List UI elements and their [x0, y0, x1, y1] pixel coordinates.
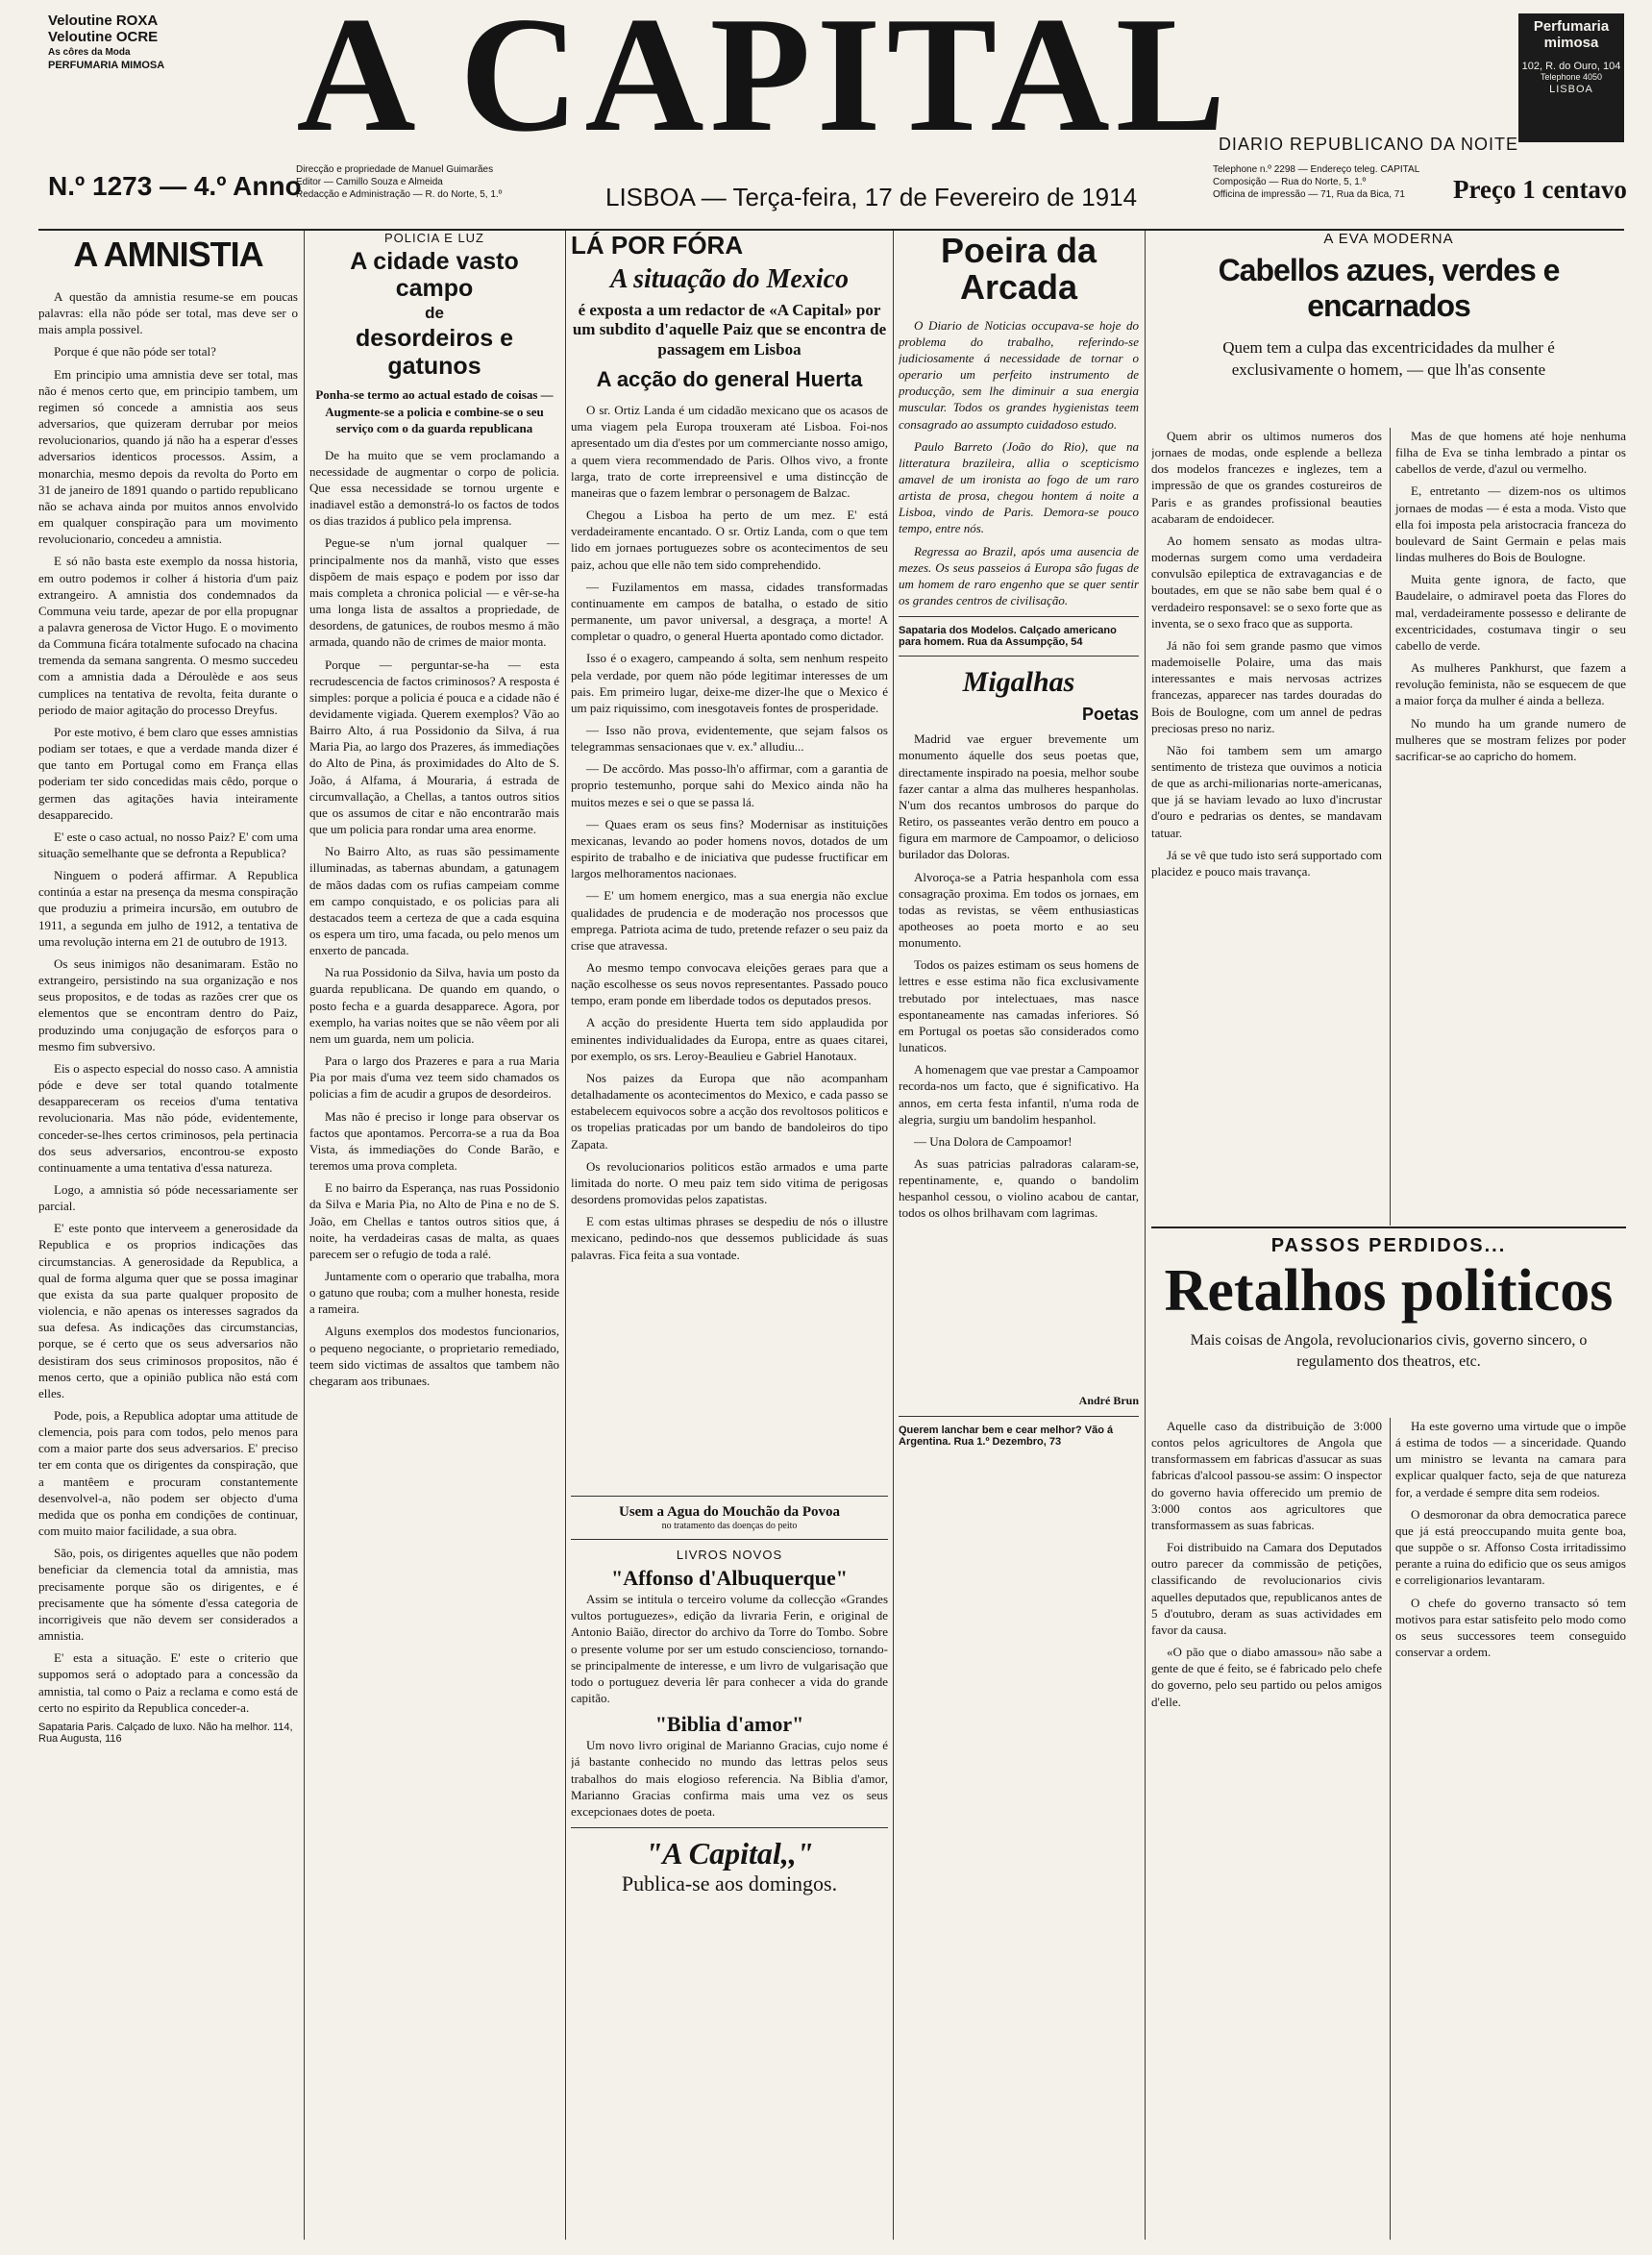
- paragraph: Quem abrir os ultimos numeros dos jornaes de modas, onde esplende a belleza dos modelos francezes e inglezes, tem a impressão de que os grandes costureiros de Paris e as grandes profissional beauties acabaram de endoidecer.: [1151, 429, 1382, 526]
- contact-line: Officina de impressão — 71, Rua da Bica, 71: [1213, 189, 1405, 200]
- article-eva-moderna-body: [1151, 428, 1626, 1226]
- paragraph: A acção do presidente Huerta tem sido applaudida por eminentes individualidades da Europa, entre as quaes citarei, por exemplo, os srs. Leroy-Beaulieu e Gabriel Hanotaux.: [571, 1015, 888, 1063]
- paragraph: A questão da amnistia resume-se em poucas palavras: ella não póde ser total, mas deve ser o mais ampla possivel.: [38, 289, 298, 337]
- signature: André Brun: [1078, 1394, 1139, 1408]
- ad-right-address: 102, R. do Ouro, 104: [1521, 61, 1621, 72]
- column-rule: [893, 231, 894, 2240]
- masthead-ad-left: [48, 13, 163, 71]
- paragraph: Mas não é preciso ir longe para observar os factos que apontamos. Percorra-se a rua da Boa Vista, ás immediações do Conde Barão, e teremos uma prova completa.: [309, 1108, 559, 1174]
- advertisement-sub: no tratamento das doenças do peito: [661, 1521, 798, 1532]
- paragraph: Alvoroça-se a Patria hespanhola com essa consagração proxima. Em todos os jornaes, em todas as revistas, se vêem enthusiasticas apotheoses ao poeta morto e ao seu monumento.: [899, 869, 1139, 951]
- ad-right-city: LISBOA: [1549, 84, 1593, 95]
- paragraph: Muita gente ignora, de facto, que Baudelaire, o admiravel poeta das Flores do mal, verdadeiramente possesso e delirante de excentricidades, costumava tingir o seu cabello de verde.: [1395, 572, 1626, 653]
- paragraph: No mundo ha um grande numero de mulheres que se mostram felizes por poder sacrificar-se ao capricho do homem.: [1395, 715, 1626, 763]
- paragraph: Já não foi sem grande pasmo que vimos mademoiselle Polaire, uma das mais interessantes e mais nervosas actrizes francezas, apparecer nas tardes douradas do Bois de Boulogne, com um annel de pedras preciosas preso no nariz.: [1151, 637, 1382, 735]
- paragraph: Todos os paizes estimam os seus homens de lettres e esse estima não fica exclusivamente trebutado por intelectuaes, mas nasce espontaneamente nas camadas inferiores. Só em Portugal os poetas são considerados como lunaticos.: [899, 957, 1139, 1055]
- article-amnistia: [38, 231, 298, 2240]
- article-column: [1151, 428, 1382, 885]
- ad-right-name: Perfumaria mimosa: [1533, 18, 1610, 51]
- ad-line-4: PERFUMARIA MIMOSA: [48, 60, 165, 71]
- headline: Poeira da Arcada: [940, 231, 1097, 307]
- paragraph: — Quaes eram os seus fins? Modernisar as instituições mexicanas, levando ao poder homens novos, dotados de um espirito de trabalho e de iniciativa que pudesse fructificar em largos melhoramentos nacionaes.: [571, 816, 888, 881]
- paragraph: Alguns exemplos dos modestos funcionarios, o pequeno negociante, o proprietario remediado, teem sido victimas de assaltos que tambem não chegaram aos tribunaes.: [309, 1324, 559, 1388]
- article-body: [899, 317, 1139, 609]
- paragraph: Eis o aspecto especial do nosso caso. A amnistia póde e deve ser total quando totalmente desappareceram os receios d'uma tentativa revolucionaria. Mas não póde, evidentemente, conceder-se-lhes certos criminosos, pela pertinacia dos seus adversarios, encontrou-se exposto continuamente a uma tentativa d'essa natureza.: [38, 1060, 298, 1175]
- paragraph: E com estas ultimas phrases se despediu de nós o illustre mexicano, pedindo-nos que dessemos publicidade ás suas palavras. Fica feita a sua vontade.: [571, 1214, 888, 1262]
- paragraph: Juntamente com o operario que trabalha, mora o gatuno que rouba; com a mulher honesta, reside a rameira.: [309, 1268, 559, 1317]
- contact-line: Composição — Rua do Norte, 5, 1.º: [1213, 177, 1367, 187]
- editorial-info: [296, 163, 632, 201]
- headline: A cidade vasto campo: [350, 248, 519, 302]
- paragraph: Ninguem o poderá affirmar. A Republica continúa a estar na presença da mesma conspiração que produziu a primeira incursão, em outubro de 1911, a segunda em julho de 1912, a tentativa de uma revolução interna em 21 de outubro de 1913.: [38, 868, 298, 949]
- banner-text: Publica-se aos domingos.: [621, 1871, 838, 1896]
- kicker: POLICIA E LUZ: [383, 231, 485, 245]
- ad-line-2: Veloutine OCRE: [48, 28, 159, 45]
- paragraph: Na rua Possidonio da Silva, havia um posto da guarda republicana. De quando em quando, o posto fecha e a guarda desapparece. Agora, por exemplo, ha varias noites que se não vêem por ali nem um guarda, nem um policia.: [309, 965, 559, 1046]
- kicker: LIVROS NOVOS: [676, 1548, 783, 1563]
- article-poeira-da-arcada: [899, 231, 1139, 2240]
- paragraph: As suas patricias palradoras calaram-se, repentinamente, e, quando o bandolim hespanhol cessou, o violino acabou de cantar, todos os olhos brilhavam com lagrimas.: [899, 1156, 1139, 1221]
- contact-line: Telephone n.º 2298 — Endereço teleg. CAPITAL: [1213, 164, 1420, 175]
- column-rule: [1390, 1418, 1391, 2240]
- paragraph: Não foi tambem sem um amargo sentimento de tristeza que ouvimos a noticia de que as archi-milionarias norte-americanas, que já se haviam levado ao luxo d'incrustar d'ouro e pedrarias os dentes, se mandavam tatuar.: [1151, 742, 1382, 840]
- paragraph: De ha muito que se vem proclamando a necessidade de augmentar o corpo de policia. Que essa necessidade se tornou urgente e inadiavel estão a demonstrá-lo os factos de todos os dias trazidos á publico pela imprensa.: [309, 447, 559, 529]
- paragraph: Nos paizes da Europa que não acompanham detalhadamente os acontecimentos do Mexico, e cada passo se estabelecem equivocos sobre a acção dos revoltosos politicos e os tropelias praticadas por um bando de bandoleiros do tipo Zapata.: [571, 1070, 888, 1152]
- paragraph: — Isso não prova, evidentemente, que sejam falsos os telegrammas sensacionaes que v. ex.ª alludiu...: [571, 722, 888, 755]
- ad-right-phone: Telephone 4050: [1540, 72, 1603, 82]
- headline: Retalhos politicos: [1164, 1258, 1614, 1324]
- paragraph: Porque é que não póde ser total?: [54, 344, 216, 359]
- separator: [571, 1539, 888, 1540]
- paragraph: Regressa ao Brazil, após uma ausencia de mezes. Os seus passeios á Europa são fugas de um homem de raro engenho que se quer sentir os grandes centros de civilisação.: [899, 543, 1139, 608]
- lead: Mais coisas de Angola, revolucionarios civis, governo sincero, o regulamento dos theatros, etc.: [1190, 1332, 1588, 1370]
- paragraph: Por este motivo, é bem claro que esses amnistias podiam ser totaes, e que a verdade manda dizer é que tanto em Portugal como em França ellas poderiam ter sido concedidas mais cêdo, porque o germen das agitações havia inteiramente desapparecido.: [38, 724, 298, 822]
- paragraph: — Una Dolora de Campoamor!: [914, 1133, 1073, 1149]
- kicker: PASSOS PERDIDOS...: [1270, 1235, 1507, 1256]
- separator: [899, 656, 1139, 657]
- paragraph: — Fuzilamentos em massa, cidades transformadas continuamente em campos de batalha, o estado de sitio permanente, um pavor universal, a desgraça, a morte! A completar o quadro, o general Huerta apontado como dictador.: [571, 579, 888, 644]
- paragraph: Pode, pois, a Republica adoptar uma attitude de clemencia, pois para com todos, pelo menos para com a maior parte dos seus adversarios. E' preciso ter em conta que os dirigentes da conspiração, que a mantêem e procuram constantemente desenvolvel-a, não podem ser objecto d'uma medida que os ponha em condições de continuar, com muito maior facilidade, a sua obra.: [38, 1408, 298, 1539]
- column-rule: [304, 231, 305, 2240]
- separator: [899, 616, 1139, 617]
- headline: de: [425, 304, 444, 322]
- article-body: [309, 447, 559, 1389]
- subhead: A acção do general Huerta: [596, 367, 863, 392]
- article-la-por-fora: [571, 231, 888, 2240]
- section-title: Migalhas: [962, 666, 1075, 699]
- article-eva-moderna-header: [1151, 231, 1626, 393]
- paragraph: «O pão que o diabo amassou» não sabe a gente de que é feito, se é fabricado pelo chefe do governo, pelo seu partido ou pelos amigos d'elle.: [1151, 1645, 1382, 1709]
- ad-line-3: As côres da Moda: [48, 47, 131, 58]
- editorial-line: Redacção e Administração — R. do Norte, 5, 1.º: [296, 189, 503, 200]
- book-title: "Affonso d'Albuquerque": [611, 1566, 848, 1591]
- article-policia-e-luz: [309, 231, 559, 2240]
- paragraph: O Diario de Noticias occupava-se hoje do problema do trabalho, referindo-se judiciosamente á necessidade de tornar o operario um perfeito instrumento de producção, sem lhe diminuir a sua energia muscular. Todos os grandes hygienistas teem consagrado ao assumpto cuidadoso estudo.: [899, 317, 1139, 432]
- article-retalhos-politicos-header: [1151, 1235, 1626, 1383]
- issue-price: Preço 1 centavo: [1453, 175, 1627, 204]
- paragraph: A homenagem que vae prestar a Campoamor recorda-nos um facto, que é significativo. Ha annos, em certa festa infantil, n'uma roda de alegria, surgiu um bandolim hespanhol.: [899, 1062, 1139, 1127]
- paragraph: — De accôrdo. Mas posso-lh'o affirmar, com a garantia de proprio testemunho, porque sahi do Mexico ainda não ha muitos mezes e sei o que se passa lá.: [571, 761, 888, 809]
- column-rule: [1145, 231, 1146, 2240]
- paragraph: Os revolucionarios politicos estão armados e uma parte limitada do norte. O meu paiz tem sido vitima de perigosas desordens promovidas pelos zapatistas.: [571, 1158, 888, 1207]
- book-title: "Biblia d'amor": [654, 1712, 804, 1737]
- paragraph: — E' um homem energico, mas a sua energia não exclue qualidades de prudencia e de moderação nos processos que emprega. Patriota acima de tudo, pretende refazer o seu paiz da crise que atravessa.: [571, 888, 888, 953]
- paragraph: Para o largo dos Prazeres e para a rua Maria Pia por mais d'uma vez teem sido chamados os policias a fim de acudir a grupos de desordeiros.: [309, 1053, 559, 1102]
- paragraph: E, entretanto — dizem-nos os ultimos jornaes de modas — é esta a moda. Visto que ella foi imposta pela aristocracia franceza do boulevard de Saint Germain e pelas mais lindas mulheres do Bois de Boulogne.: [1395, 483, 1626, 565]
- paragraph: Mas de que homens até hoje nenhuma filha de Eva se tinha lembrado a pintar os cabellos de verde, d'azul ou vermelho.: [1395, 429, 1626, 477]
- column-rule: [1390, 428, 1391, 1226]
- advertisement: Sapataria Paris. Calçado de luxo. Não ha melhor. 114, Rua Augusta, 116: [38, 1721, 293, 1745]
- book-review: Assim se intitula o terceiro volume da collecção «Grandes vultos portuguezes», edição da livraria Ferin, e original de Antonio Baião, director do archivo da Torre do Tombo. Sobre o presente volume por ser um estudo consciencioso, tornando-se principalmente de interesse, e um livro de vulgarisação que todo o portuguez deveria lêr para conhecer a vida do grande capitão.: [571, 1592, 888, 1706]
- paragraph: E' este o caso actual, no nosso Paiz? E' com uma situação semelhante que se defronta a Republica?: [38, 829, 298, 860]
- paragraph: Ao homem sensato as modas ultra-modernas surgem como uma verdadeira convulsão epileptica de extravagancias e de boutades, em que se não sabe bem qual é o verdadeiro responsavel: se o sexo forte que as inventa, se o sexo fraco que as supporta.: [1151, 533, 1382, 631]
- banner: "A Capital,,": [645, 1836, 814, 1871]
- headline: desordeiros e gatunos: [356, 325, 513, 380]
- article-column: [1395, 428, 1626, 770]
- headline: A AMNISTIA: [73, 235, 263, 274]
- article-body: [38, 288, 298, 1716]
- advertisement: Sapataria dos Modelos. Calçado americano para homem. Rua da Assumpção, 54: [899, 625, 1117, 649]
- paragraph: No Bairro Alto, as ruas são pessimamente illuminadas, as tabernas abundam, a gatunagem de mãos dadas com os rufias campeiam comme em campo conquistado, e os policias para ali destacados teem a certeza de que a cada esquina os espera um tiro, uma facada, ou pelo menos um enxerto de pancada.: [309, 844, 559, 958]
- lead: Quem tem a culpa das excentricidades da mulher é exclusivamente o homem, — que lh'as consente: [1222, 338, 1555, 379]
- info-bar: [38, 161, 1627, 231]
- subsection-title: Poetas: [1081, 705, 1139, 725]
- paragraph: Logo, a amnistia só póde necessariamente ser parcial.: [38, 1181, 298, 1214]
- headline: A situação do Mexico: [609, 264, 850, 294]
- paragraph: Paulo Barreto (João do Rio), que na litteratura brazileira, allia o scepticismo amavel de um ironista ao fogo de um raro artista de prosa, chegou hontem á noite a Lisboa, vindo de Paris. Demora-se pouco tempo, entre nós.: [899, 438, 1139, 536]
- deck: Ponha-se termo ao actual estado de coisas — Augmente-se a policia e combine-se o seu serviço com o da guarda republicana: [315, 387, 554, 436]
- newspaper-subtitle: DIARIO REPUBLICANO DA NOITE: [1218, 135, 1518, 154]
- masthead-ad-right: [1518, 13, 1624, 142]
- kicker: LÁ POR FÓRA: [571, 231, 744, 260]
- article-column: [1395, 1418, 1626, 1666]
- paragraph: Porque — perguntar-se-ha — esta recrudescencia de factos criminosos? A resposta é simples: porque a policia é pouca e a cidade não é devidamente vigiada. Querem exemplos? Vão ao Bairro Alto, á rua Possidonio da Silva, á rua Maria Pia, ao largo dos Prazeres, ás immediações do Alto de Pina, ás proximidades do Alto de S. João, á Alfama, á Mouraria, á estrada de circumvallação, a Chellas, a tantos outros sitios que os assumos de citar e não encontrarão mais que um policia para rondar uma area enorme.: [309, 657, 559, 837]
- article-column: [1151, 1418, 1382, 1716]
- editorial-line: Direcção e propriedade de Manuel Guimarães: [296, 164, 494, 175]
- paragraph: O sr. Ortiz Landa é um cidadão mexicano que os acasos de uma viagem pela Europa trouxeram até Lisboa. Foi-nos apresentado um dia d'estes por um commerciante nosso amigo, a quem viera recommendado de Paris. Olhos vivo, a fronte larga, trato de corte irrepreensivel e uma distincção de maneiras que o fazem lembrar o personagem de Balzac.: [571, 403, 888, 500]
- article-retalhos-politicos-body: [1151, 1418, 1626, 2240]
- advertisement: Querem lanchar bem e cear melhor? Vão á Argentina. Rua 1.º Dezembro, 73: [899, 1425, 1114, 1449]
- paragraph: Ao mesmo tempo convocava eleições geraes para que a nação escolhesse os seus novos representantes. Passado pouco tempo, eram ponde em liberdade todos os deputados presos.: [571, 960, 888, 1008]
- separator: [571, 1496, 888, 1497]
- paragraph: As mulheres Pankhurst, que fazem a revolução feminista, não se esquecem de que a maior força da mulher é ainda a belleza.: [1395, 660, 1626, 708]
- separator: [571, 1827, 888, 1828]
- paragraph: Pegue-se n'um jornal qualquer — principalmente nos da manhã, visto que esses dispõem de mais espaço e podem por isso dar mais completa a chronica policial — e vêr-se-ha uma longa lista de assaltos a propriedade, de desordens, de gatunices, de roubos mesmo á mão armada, quando não de crimes de maior monta.: [309, 535, 559, 650]
- editorial-line: Editor — Camillo Souza e Almeida: [296, 177, 443, 187]
- paragraph: O desmoronar da obra democratica parece que já está preoccupando muita gente boa, que suppõe o sr. Affonso Costa irritadissimo perante a ruina do edificio que os seus amigos e correligionarios levantaram.: [1395, 1506, 1626, 1588]
- paragraph: E no bairro da Esperança, nas ruas Possidonio da Silva e Maria Pia, no Alto de Pina e no de S. João, em Chellas e tantos outros sitios que, á noite, ha verdadeiras casas de malta, as quaes parecem ser o refugio de toda a ralé.: [309, 1180, 559, 1261]
- paragraph: Madrid vae erguer brevemente um monumento áquelle dos seus poetas que, directamente inspirado na poesia, melhor soube fazer cantar a alma das mulheres hespanholas. N'um dos recantos umbrosos do parque do Retiro, os passeantes verão dentro em pouco a figura em marmore de Campoamor, o delicioso burilador das Doloras.: [899, 731, 1139, 862]
- ad-line-1: Veloutine ROXA: [48, 12, 159, 29]
- paragraph: Chegou a Lisboa ha perto de um mez. E' está verdadeiramente encantado. O sr. Ortiz Landa, com o que tem lido em jornaes portuguezes sobre os acontecimentos de seu paiz, achou que elle não tem sido comprehendido.: [571, 508, 888, 572]
- column-rule: [565, 231, 566, 2240]
- paragraph: Os seus inimigos não desanimaram. Estão no extrangeiro, persistindo na sua organização e nos seus propositos, e de todas as razões crer que os elementos que se encontram dentro do Paiz, produzindo uma conjugação de esforços para o mesmo fim subversivo.: [38, 955, 298, 1053]
- advertisement: Usem a Agua do Mouchão da Povoa: [618, 1504, 841, 1521]
- paragraph: Isso é o exagero, campeando á solta, sem nenhum respeito pela verdade, por quem não póde legitimar interesses de um pais. Em primeiro lugar, deixe-me dizer-lhe que o Mexico é um paiz riquissimo, com inesgotaveis fontes de prosperidade.: [571, 651, 888, 715]
- paragraph: Em principio uma amnistia deve ser total, mas não é menos certo que, em principio tambem, um regimen só concede a amnistia aos seus adversarios, que quizeram derrubar por meios revolucionarios, quando já não ha a esperar d'esses adversarios identicos processos. Assim, a monarchia, mesmo depois da revolta do Porto em 31 de janeiro de 1891 quando o partido republicano não se achava ainda por muitos annos envolvido em qualquer conspiração para um movimento revolucionario, concedeu a amnistia.: [38, 366, 298, 547]
- paragraph: E' este ponto que interveem a generosidade da Republica e os proprios indicações das circumstancias. A generosidade da Republica, a qual de forma alguma quer que se possa imaginar que exista da sua parte qualquer proposito de violencia, e não apenas os interesses sagrados da sua defesa. As indicações das circumstancias, porque, se é certo que os seus adversarios não desistiram dos seus criminosos propositos, não é menos certo, que a opinião publica não está com elles.: [38, 1221, 298, 1400]
- article-body: [899, 731, 1139, 1394]
- paragraph: Ha este governo uma virtude que o impõe á estima de todos — a sinceridade. Quando um ministro se levanta na camara para explicar qualquer facto, seja de que natureza for, a verdade é sempre dita sem rodeios.: [1395, 1419, 1626, 1499]
- separator: [899, 1416, 1139, 1417]
- paragraph: E' esta a situação. E' este o criterio que suppomos será o adoptado para a concessão da amnistia, tal como o Paiz a reclama e como está de certo no espirito da Republica conceder-a.: [38, 1650, 298, 1715]
- paragraph: E só não basta este exemplo da nossa historia, em outro podemos ir colher á historia d'um paiz extrangeiro. A amnistia dos condemnados da Communa veiu tarde, apezar de por ella propugnar a palavra generosa de Victor Hugo. E o movimento da Communa ficára totalmente sufocado na chacina tremenda da semana sangrenta. O mesmo succedeu com a amnistia dada a Déroulède e aos seus cumplices na tentativa de revolta, feita durante o periodo de maior agitação do processo Dreyfus.: [38, 554, 298, 717]
- paragraph: São, pois, os dirigentes aquelles que não podem beneficiar da clemencia total da amnistia, mas precisamente porque são os dirigentes, e é precisamente que ha sómente d'essa categoria de incorrigiveis que não devem ser considerados a amnistia.: [38, 1546, 298, 1644]
- deck: é exposta a um redactor de «A Capital» por um subdito d'aquelle Paiz que se encontra de passagem em Lisboa: [572, 301, 887, 359]
- horizontal-rule: [1151, 1227, 1626, 1228]
- paragraph: Aquelle caso da distribuição de 3:000 contos pelos agricultores de Angola que transformassem em fabricas d'assucar as suas fabricas d'alcool passou-se assim: O inspector do governo havia offerecido um premio de 3:000 contos aos agricultores que transformassem as suas fabricas.: [1151, 1419, 1382, 1532]
- paragraph: O chefe do governo transacto só tem motivos para estar satisfeito pelo modo como os seus successores teem conseguido conservar a ordem.: [1395, 1595, 1626, 1660]
- kicker: A EVA MODERNA: [1323, 231, 1454, 247]
- headline: Cabellos azues, verdes e encarnados: [1218, 253, 1560, 323]
- paragraph: Já se vê que tudo isto será supportado com placidez e pouco mais travança.: [1151, 847, 1382, 879]
- article-body: [571, 402, 888, 1488]
- paragraph: Foi distribuido na Camara dos Deputados outro parecer da commissão de petições, classificando de revolucionarios civis aquelles deputados que, republicanos antes de 5 d'outubro, deram as suas actividades em favor da causa.: [1151, 1540, 1382, 1637]
- book-review: Um novo livro original de Marianno Gracias, cujo nome é já bastante conhecido no mundo das lettras pelos seus trabalhos do mais elogioso referencia. Na Biblia d'amor, Marianno Gracias confirma mais uma vez os seus excepcionaes dotes de poeta.: [571, 1738, 888, 1819]
- issue-date: LISBOA — Terça-feira, 17 de Fevereiro de 1914: [605, 183, 1138, 211]
- newspaper-title: A CAPITAL: [296, 0, 1232, 166]
- issue-number: N.º 1273 — 4.º Anno: [48, 171, 302, 201]
